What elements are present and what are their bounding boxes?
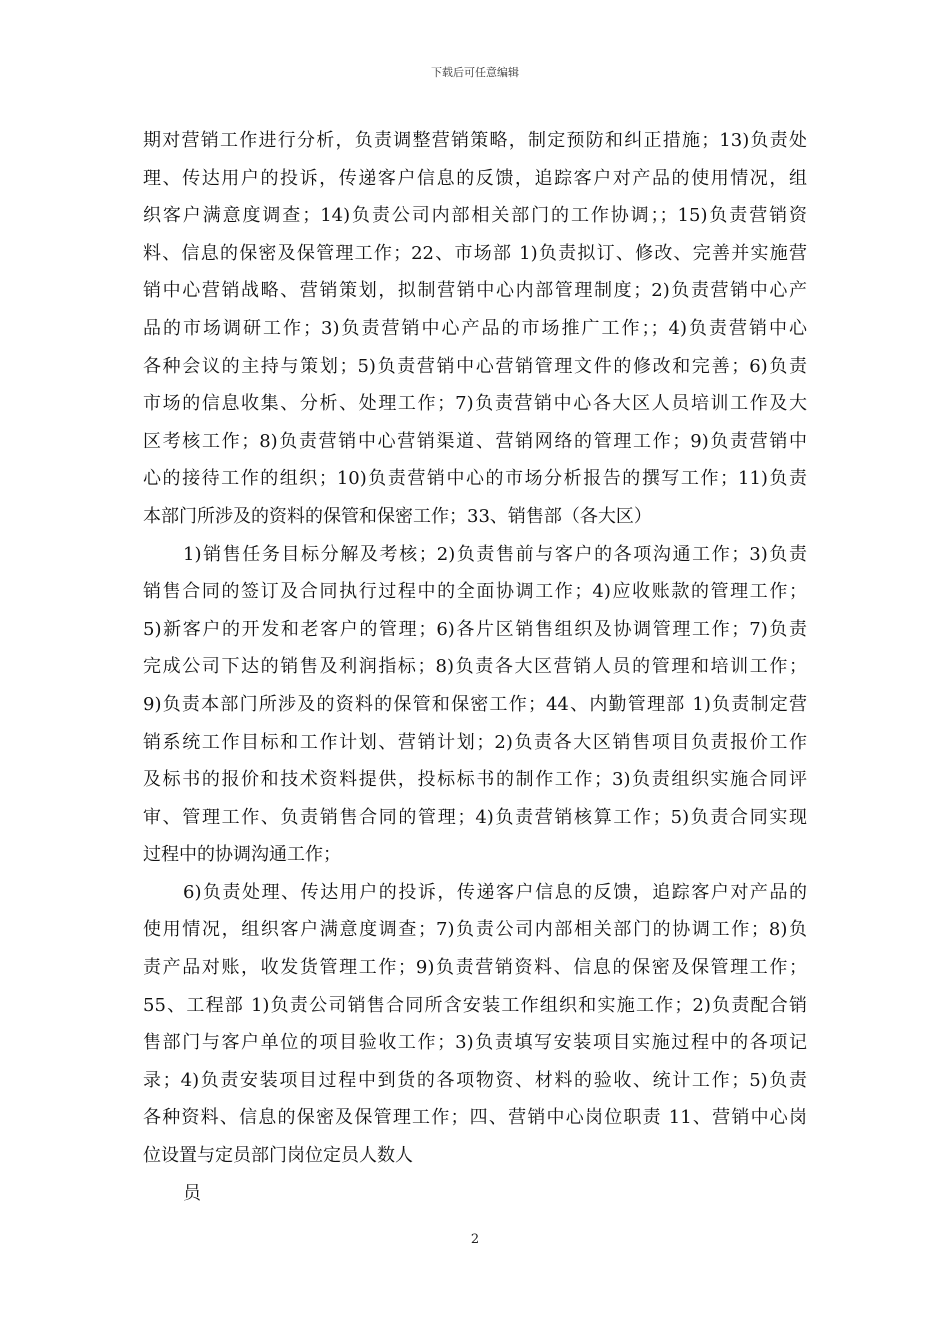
text-line: 品的市场调研工作；3)负责营销中心产品的市场推广工作；；4)负责营销中心 — [143, 317, 807, 339]
paragraph-first-line: 6)负责处理、传达用户的投诉，传递客户信息的反馈，追踪客户对产品的 — [183, 881, 807, 903]
text-line: 5)新客户的开发和老客户的管理；6)各片区销售组织及协调管理工作；7)负责 — [143, 618, 807, 640]
text-line: 心的接待工作的组织；10)负责营销中心的市场分析报告的撰写工作；11)负责 — [143, 468, 807, 490]
text-line: 审、管理工作、负责销售合同的管理；4)负责营销核算工作；5)负责合同实现 — [143, 806, 807, 828]
document-body — [143, 122, 807, 1212]
text-line: 录；4)负责安装项目过程中到货的各项物资、材料的验收、统计工作；5)负责 — [143, 1069, 807, 1091]
text-line: 理、传达用户的投诉，传递客户信息的反馈，追踪客户对产品的使用情况，组 — [143, 167, 807, 189]
text-line: 期对营销工作进行分析，负责调整营销策略，制定预防和纠正措施；13)负责处 — [143, 130, 807, 151]
text-line: 织客户满意度调查；14)负责公司内部相关部门的工作协调；；15)负责营销资 — [143, 205, 807, 227]
text-line: 售部门与客户单位的项目验收工作；3)负责填写安装项目实施过程中的各项记 — [143, 1032, 807, 1054]
text-line: 过程中的协调沟通工作； — [143, 844, 341, 866]
text-line: 市场的信息收集、分析、处理工作；7)负责营销中心各大区人员培训工作及大 — [143, 393, 807, 415]
text-line: 销系统工作目标和工作计划、营销计划；2)负责各大区销售项目负责报价工作 — [143, 731, 807, 753]
text-line: 9)负责本部门所涉及的资料的保管和保密工作；44、内勤管理部 1)负责制定营 — [143, 693, 807, 715]
text-line: 使用情况，组织客户满意度调查；7)负责公司内部相关部门的协调工作；8)负 — [143, 919, 807, 941]
text-line: 完成公司下达的销售及利润指标；8)负责各大区营销人员的管理和培训工作； — [143, 656, 807, 678]
text-line: 及标书的报价和技术资料提供，投标标书的制作工作；3)负责组织实施合同评 — [143, 769, 807, 791]
text-line: 销售合同的签订及合同执行过程中的全面协调工作；4)应收账款的管理工作； — [143, 581, 807, 603]
paragraph-first-line: 员 — [183, 1182, 201, 1204]
text-line: 销中心营销战略、营销策划，拟制营销中心内部管理制度；2)负责营销中心产 — [143, 280, 807, 302]
text-line: 料、信息的保密及保管理工作；22、市场部 1)负责拟订、修改、完善并实施营 — [143, 242, 807, 264]
page-header-note: 下载后可任意编辑 — [431, 66, 519, 79]
page-number: 2 — [470, 1232, 480, 1247]
text-line: 各种会议的主持与策划；5)负责营销中心营销管理文件的修改和完善；6)负责 — [143, 355, 807, 377]
text-line: 各种资料、信息的保密及保管理工作；四、营销中心岗位职责 11、营销中心岗 — [143, 1107, 807, 1129]
text-line: 55、工程部 1)负责公司销售合同所含安装工作组织和实施工作；2)负责配合销 — [143, 994, 807, 1016]
text-line: 本部门所涉及的资料的保管和保密工作；33、销售部（各大区） — [143, 505, 652, 527]
text-line: 位设置与定员部门岗位定员人数人 — [143, 1145, 413, 1167]
paragraph-first-line: 1)销售任务目标分解及考核；2)负责售前与客户的各项沟通工作；3)负责 — [183, 543, 807, 565]
text-line: 区考核工作；8)负责营销中心营销渠道、营销网络的管理工作；9)负责营销中 — [143, 430, 807, 452]
text-line: 责产品对账，收发货管理工作；9)负责营销资料、信息的保密及保管理工作； — [143, 957, 807, 979]
